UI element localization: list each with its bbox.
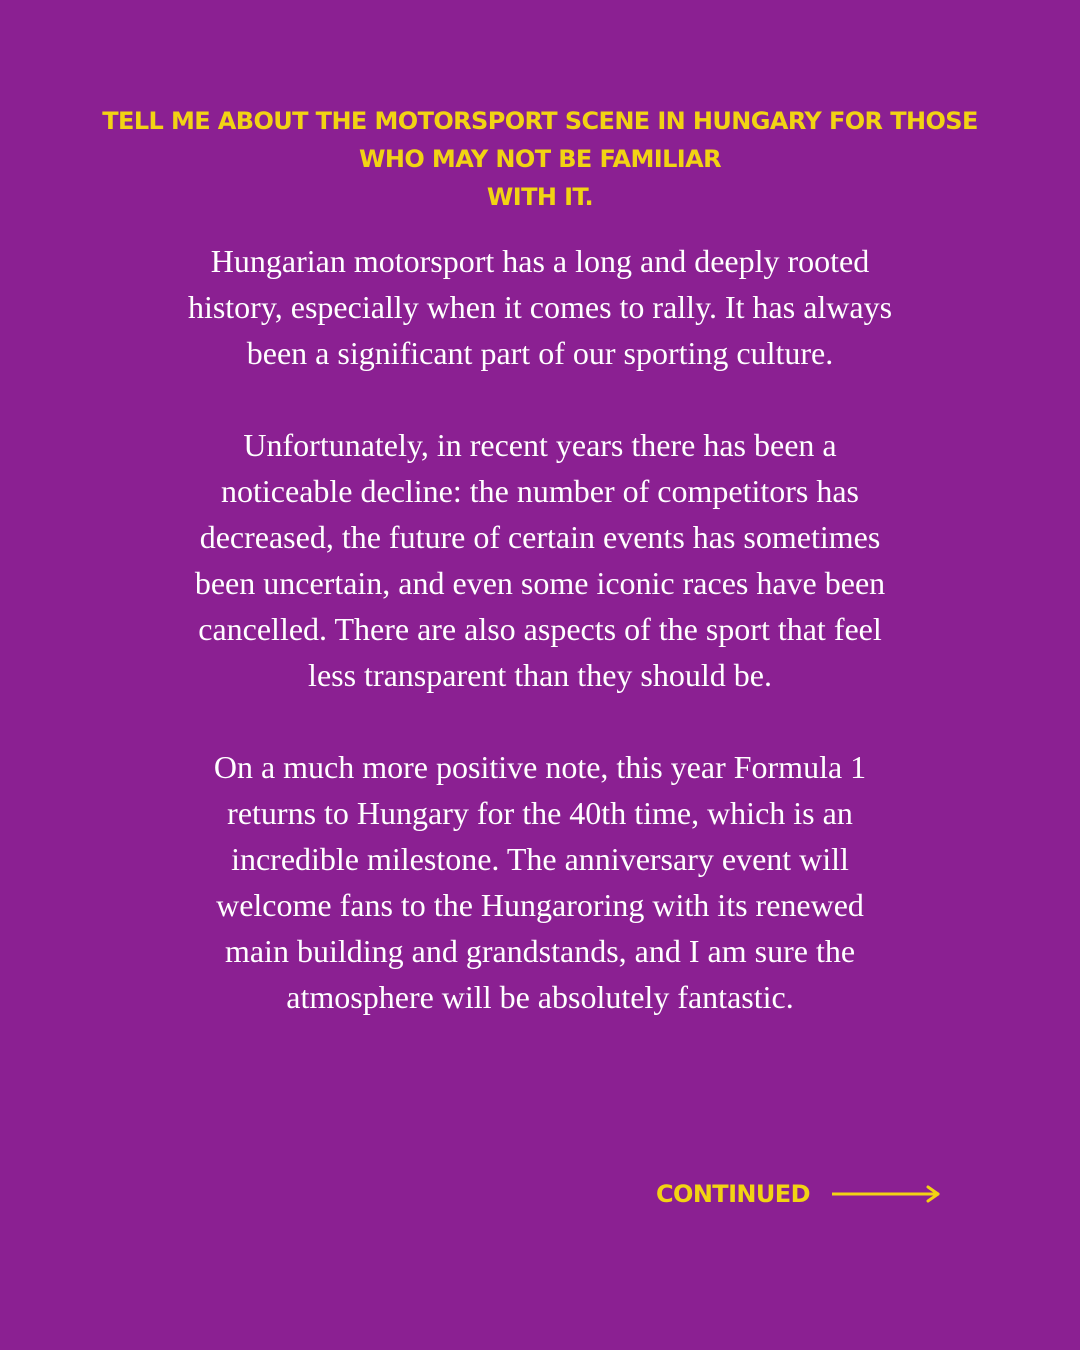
right-arrow-icon <box>832 1184 942 1204</box>
answer-line: decreased, the future of certain events has sometimes <box>199 519 881 555</box>
answer-line: been uncertain, and even some iconic races have been <box>194 565 886 601</box>
answer-line: history, especially when it comes to rally. It has always <box>187 289 893 325</box>
answer-line: cancelled. There are also aspects of the sport that feel <box>198 611 882 647</box>
answer-line: atmosphere will be absolutely fantastic. <box>286 979 794 1015</box>
answer-line: On a much more positive note, this year Formula 1 <box>213 749 867 785</box>
question-line: TELL ME ABOUT THE MOTORSPORT SCENE IN HUNGARY FOR THOSE <box>102 107 978 135</box>
answer-line: main building and grandstands, and I am sure the <box>224 933 856 969</box>
answer-paragraph <box>90 422 990 698</box>
answer-paragraph <box>90 238 990 376</box>
answer-line: returns to Hungary for the 40th time, which is an <box>227 795 853 831</box>
answer-line: been a significant part of our sporting culture. <box>246 335 834 371</box>
question-line: WHO MAY NOT BE FAMILIAR <box>359 145 721 173</box>
answer-line: less transparent than they should be. <box>308 657 772 693</box>
continued-link[interactable] <box>656 1174 942 1214</box>
continued-label: CONTINUED <box>656 1180 810 1208</box>
answer-line: Hungarian motorsport has a long and deeply rooted <box>210 243 870 279</box>
answer-line: noticeable decline: the number of competitors has <box>221 473 859 509</box>
answer-line: welcome fans to the Hungaroring with its renewed <box>216 887 864 923</box>
answer-line: Unfortunately, in recent years there has been a <box>243 427 837 463</box>
answer-paragraph <box>90 744 990 1020</box>
question-heading <box>20 102 1060 216</box>
question-line: WITH IT. <box>486 183 594 211</box>
answer-body <box>90 238 990 1066</box>
answer-line: incredible milestone. The anniversary event will <box>231 841 849 877</box>
